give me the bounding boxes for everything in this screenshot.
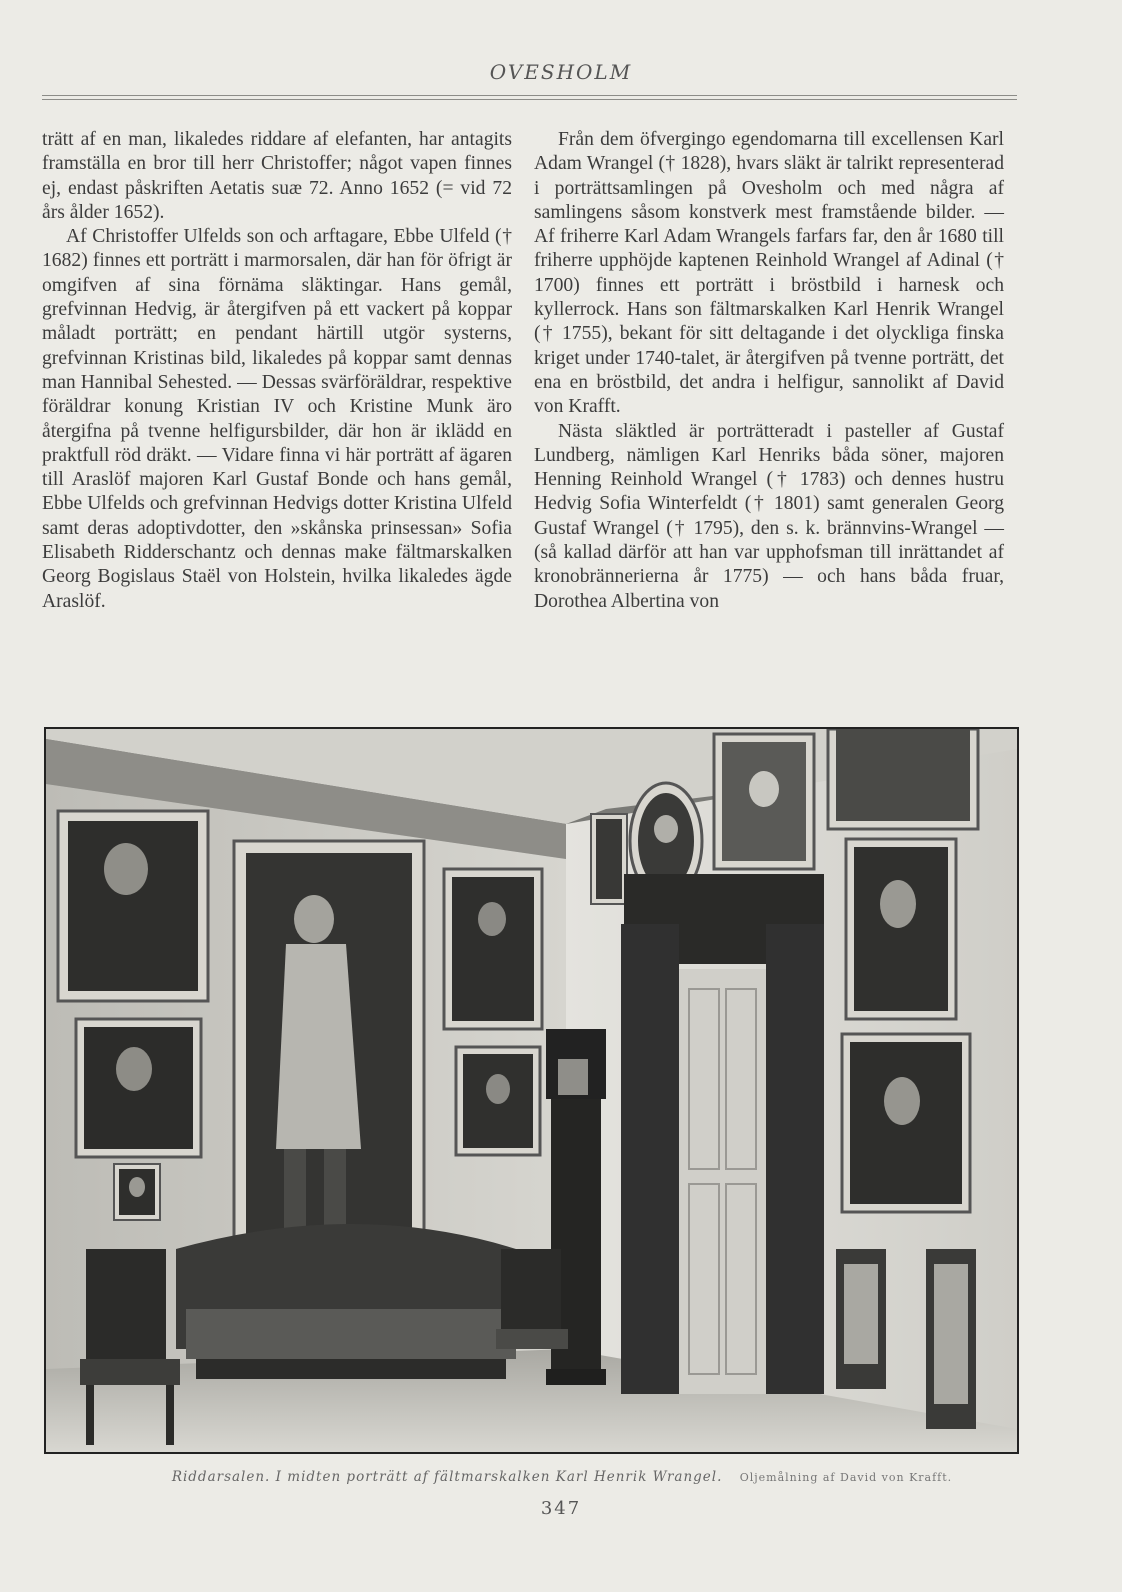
header-rule-bottom — [42, 99, 1017, 100]
photo-caption — [42, 1469, 1082, 1485]
photo-illustration — [46, 729, 1017, 1452]
chair-far-right-2 — [926, 1249, 976, 1429]
right-text-column — [534, 128, 1004, 614]
right-paragraph-1: Från dem öfvergingo egendomarna till excellensen Karl Adam Wrangel († 1828), hvars släkt är talrikt representerad i porträttsamlingen på Ovesholm och med några af samlingens såsom konstverk mest framstående bilder. — Af friherre Karl Adam Wrangels farfars far, den år 1680 till friherre upphöjde kaptenen Reinhold Wrangel af Adinal († 1700) finnes ett porträtt i bröstbild i harnesk och kyllerrock. Hans son fältmarskalken Karl Henrik Wrangel († 1755), bekant för sitt deltagande i det olyckliga finska kriget under 1740-talet, är återgifven på tvenne porträtt, det ena en bröstbild, det andra i helfigur, sannolikt af David von Krafft. — [534, 129, 1004, 418]
sofa — [176, 1224, 516, 1379]
portrait-frame-4 — [76, 1019, 201, 1157]
doorway — [621, 874, 824, 1394]
portrait-frame-1 — [58, 811, 208, 1001]
left-paragraph-1: trätt af en man, likaledes riddare af elefanten, har antagits framställa en bror till herr Christoffer; något vapen finnes ej, endast påskriften Aetatis suæ 72. Anno 1652 (= vid 72 års ålder 1652). — [42, 129, 512, 223]
caption-credit: Oljemålning af David von Krafft. — [739, 1471, 953, 1484]
left-paragraph-2: Af Christoffer Ulfelds son och arftagare, Ebbe Ulfeld († 1682) finnes ett porträtt i marmorsalen, där han för öfrigt är omgifven af sina förnäma släktingar. Hans gemål, grefvinnan Hedvig, är återgifven på ett vackert på koppar måladt porträtt; en pendant härtill utgör systerns, grefvinnan Kristinas bild, likaledes på koppar samt dennas man Hannibal Sehested. — Dessas svärföräldrar, respektive föräldrar konung Kristian IV och Kristine Munk äro återgifna på tvenne helfigursbilder, där hon är iklädd en praktfull röd dräkt. — Vidare finna vi här porträtt af ägaren till Araslöf majoren Karl Gustaf Bonde och hans gemål, Ebbe Ulfelds och grefvinnan Hedvigs dotter Kristina Ulfeld samt deras adoptivdotter, den »skånska prinsessan» Sofia Elisabeth Ridderschantz och dennas make fältmarskalken Georg Bogislaus Staël von Holstein, hvilka likaledes ägde Araslöf. — [42, 226, 512, 612]
header-rule-top — [42, 95, 1017, 96]
portrait-frame-10 — [842, 1034, 970, 1212]
chair-right — [496, 1249, 568, 1349]
left-text-column — [42, 128, 512, 614]
portrait-frame-small — [114, 1164, 160, 1220]
caption-text: Riddarsalen. I midten porträtt af fältmarskalken Karl Henrik Wrangel. — [171, 1469, 723, 1485]
portrait-frame-8 — [828, 729, 978, 829]
portrait-frame-3 — [444, 869, 542, 1029]
portrait-frame-7 — [714, 734, 814, 869]
page-number: 347 — [540, 1498, 582, 1519]
chair-far-right-1 — [836, 1249, 886, 1389]
right-paragraph-2: Nästa släktled är porträtteradt i pasteller af Gustaf Lundberg, nämligen Karl Henriks båda söner, majoren Henning Reinhold Wrangel († 1783) och dennes hustru Hedvig Sofia Winterfeldt († 1801) samt generalen Georg Gustaf Wrangel († 1795), den s. k. brännvins-Wrangel — (så kallad därför att han var upphofsman till inrättandet af kronobrännerierna år 1775) — och hans båda fruar, Dorothea Albertina von — [534, 420, 1004, 612]
portrait-frame-9 — [846, 839, 956, 1019]
portrait-frame-5 — [456, 1047, 540, 1155]
interior-photograph — [44, 727, 1019, 1454]
portrait-frame-6 — [591, 814, 627, 904]
running-header: OVESHOLM — [489, 60, 633, 84]
